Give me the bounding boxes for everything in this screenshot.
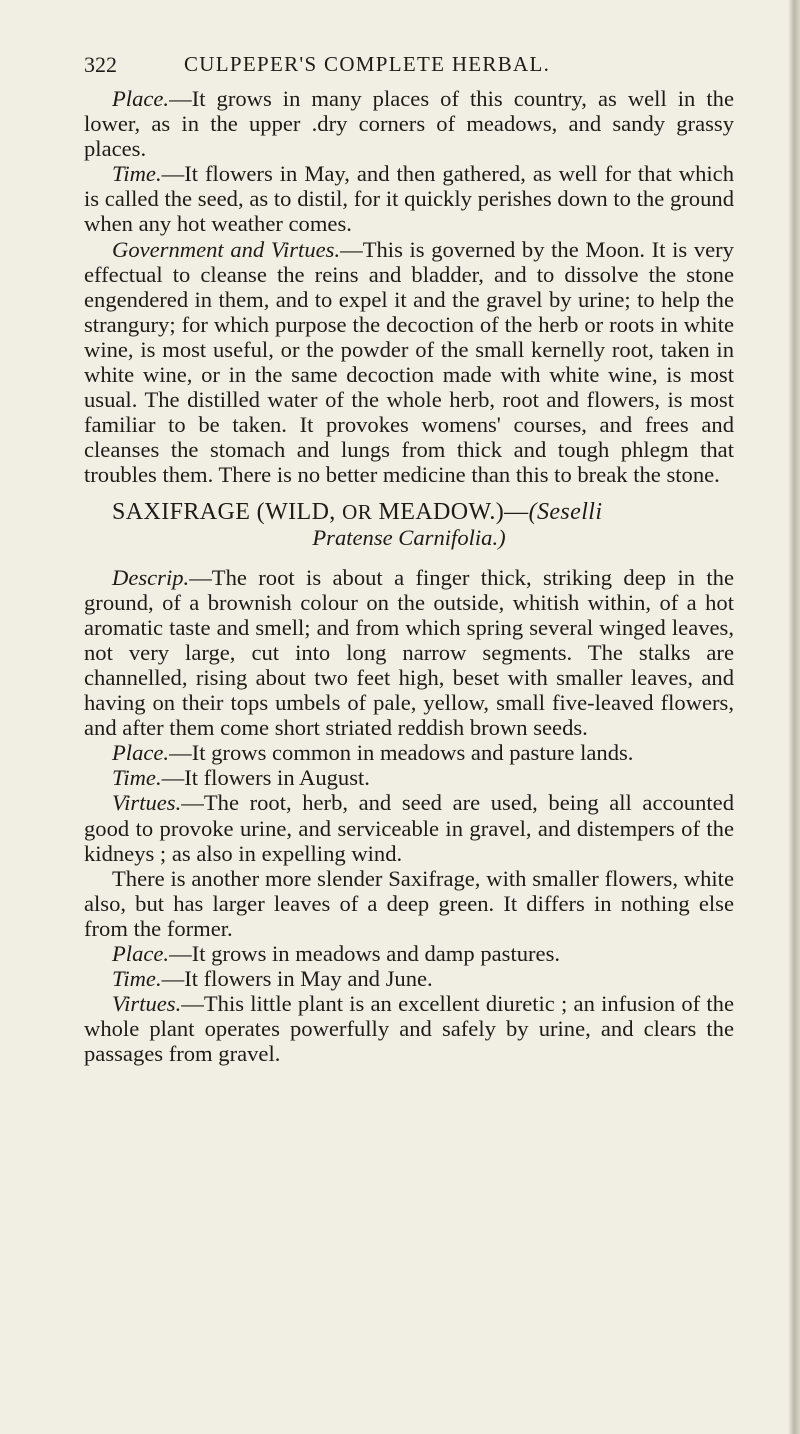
label-time: Time. (112, 161, 162, 187)
text-place-2: —It grows common in meadows and pasture lands. (169, 740, 634, 766)
text-government-virtues: —This is governed by the Moon. It is very effectual to cleanse the reins and bladder, and to dissolve the stone engendered in them, and to expel it and the gravel by urine; to help the strangury; for which purpose the decoction of the herb or roots in white wine, is most useful, or the powder of the small kernelly root, taken in white wine, or in the same decoction made with white wine, is most usual. The distilled water of the whole herb, root and flowers, is most familiar to be taken. It provokes womens' courses, and frees and cleanses the stomach and lungs from thick and tough phlegm that troubles them. There is no better medicine than this to break the stone. (84, 236, 734, 488)
paragraph-place-3 (84, 941, 734, 966)
heading-dash: — (504, 498, 529, 525)
heading-title: SAXIFRAGE (WILD, (112, 498, 336, 525)
label-time-3: Time. (112, 966, 162, 992)
label-virtues-2: Virtues. (112, 790, 182, 816)
paragraph-place-2 (84, 740, 734, 765)
running-head (84, 52, 734, 86)
text-descrip: —The root is about a finger thick, striking deep in the ground, of a brownish colour on the outside, whitish within, of a hot aromatic taste and smell; and from which spring several winged leaves, not very large, cut into long narrow segments. The stalks are channelled, rising about two feet high, beset with smaller leaves, and having on their tops umbels of pale, yellow, small five-leaved flowers, and after them come short striated reddish brown seeds. (84, 564, 734, 741)
paragraph-virtues-2 (84, 790, 734, 865)
paragraph-time (84, 161, 734, 236)
label-place-3: Place. (112, 941, 170, 966)
paragraph-virtues-3 (84, 991, 734, 1066)
text-time: —It flowers in May, and then gathered, as well for that which is called the seed, as to distil, for it quickly perishes down to the ground when any hot weather comes. (84, 161, 734, 237)
paragraph-descrip (84, 565, 734, 741)
body-text (84, 86, 734, 1066)
heading-meadow: MEADOW.) (378, 498, 505, 525)
paragraph-another (84, 866, 734, 941)
text-time-2: —It flowers in August. (161, 765, 370, 791)
label-government-virtues: Government and Virtues. (112, 236, 341, 262)
text-virtues-3: —This little plant is an excellent diuretic ; an infusion of the whole plant operates powerfully and safely by urine, and clears the passages from gravel. (84, 991, 734, 1067)
text-place-3: —It grows in meadows and damp pastures. (169, 941, 561, 966)
heading-latin-1: (Seselli (528, 498, 603, 525)
label-place: Place. (112, 86, 170, 111)
running-title: CULPEPER'S COMPLETE HERBAL. (184, 52, 551, 76)
paragraph-virtues (84, 237, 734, 488)
label-descrip: Descrip. (112, 564, 190, 590)
text-place: —It grows in many places of this country, as well in the lower, as in the upper .dry corners of meadows, and sandy grassy places. (84, 86, 734, 162)
book-page (84, 52, 734, 1066)
page-edge-shadow (788, 0, 800, 1434)
entry-heading (84, 500, 734, 525)
label-time-2: Time. (112, 765, 162, 791)
paragraph-place (84, 86, 734, 161)
heading-or: OR (342, 499, 373, 524)
text-virtues-2: —The root, herb, and seed are used, being all accounted good to provoke urine, and serviceable in gravel, and distempers of the kidneys ; as also in expelling wind. (84, 790, 734, 866)
text-another: There is another more slender Saxifrage, with smaller flowers, white also, but has larger leaves of a deep green. It differs in nothing else from the former. (84, 865, 734, 941)
paragraph-time-3 (84, 966, 734, 991)
page-number: 322 (84, 52, 117, 77)
paragraph-time-2 (84, 765, 734, 790)
heading-latin-2: Pratense Carnifolia.) (312, 524, 506, 550)
label-place-2: Place. (112, 740, 170, 766)
label-virtues-3: Virtues. (112, 991, 182, 1017)
text-time-3: —It flowers in May and June. (161, 966, 433, 992)
